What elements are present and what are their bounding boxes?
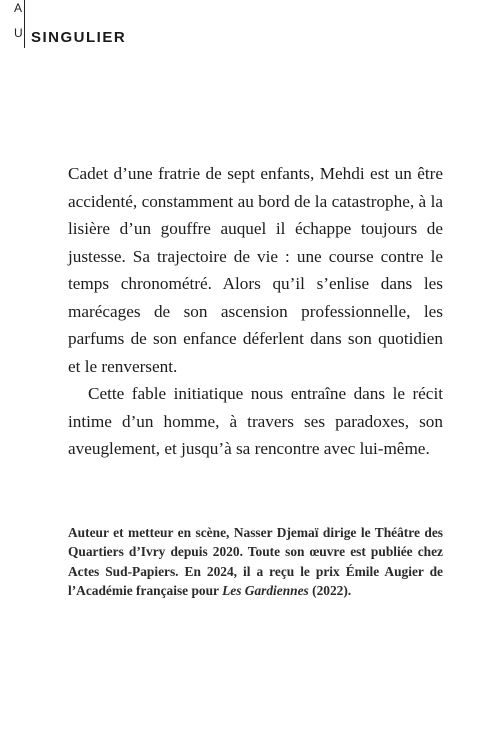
logo-rule (24, 0, 25, 48)
work-title: Les Gardiennes (222, 583, 309, 599)
blurb-paragraph-1: Cadet d’une fratrie de sept enfants, Mehdi est un être accidenté, constamment au bord de la catastrophe, à la lisière d’un gouffre auquel il échappe toujours de justesse. Sa trajectoire de vie : une course contre le temps chronométré. Alors qu’il s’enlise dans les marécages de son ascension professionnelle, les parfums de son enfance déferlent dans son quotidien et le renversent. (68, 164, 443, 376)
publisher-logo (14, 0, 174, 52)
blurb-paragraph-2: Cette fable initiatique nous entraîne dans le récit intime d’un homme, à travers ses paradoxes, son aveuglement, et jusqu’à sa rencontre avec lui-même. (68, 384, 443, 458)
author-bio-year: (2022). (308, 583, 352, 599)
back-cover-blurb (68, 160, 443, 463)
logo-word: SINGULIER (31, 29, 127, 46)
author-bio-paragraph (68, 523, 443, 601)
logo-letter-a: A (14, 1, 23, 15)
author-bio (68, 523, 443, 601)
logo-letter-u: U (14, 26, 23, 40)
author-bio-text: Auteur et metteur en scène, Nasser Djemaï dirige le Théâtre des Quartiers d’Ivry depuis 2020. Toute son œuvre est publiée chez Actes Sud-Papiers. En 2024, il a reçu le prix Émile Augier de l’Académie française pour (68, 525, 443, 599)
